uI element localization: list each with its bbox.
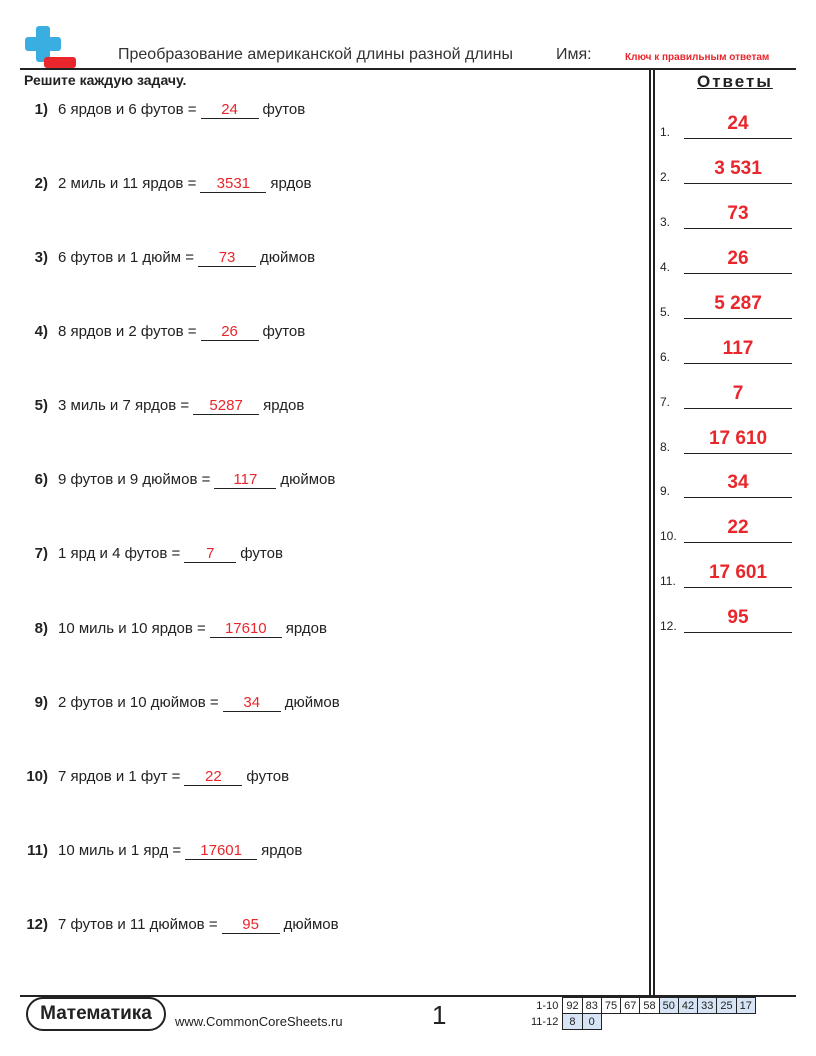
problem-text: 6 ярдов и 6 футов = — [58, 101, 197, 118]
problem-unit: ярдов — [270, 175, 312, 192]
answer-row — [660, 558, 794, 588]
score-cell: 8 — [563, 1014, 582, 1030]
score-row — [528, 998, 755, 1014]
answer-number: 1. — [660, 125, 671, 139]
answer-value: 17 610 — [708, 428, 768, 449]
answer-line — [684, 318, 792, 319]
score-table — [528, 997, 756, 1030]
score-cell: 92 — [563, 998, 582, 1014]
problem-text: 6 футов и 1 дюйм = — [58, 249, 195, 266]
problem-text: 7 ярдов и 1 фут = — [58, 768, 181, 785]
brand-badge: Математика — [26, 997, 166, 1031]
header-divider — [20, 68, 796, 70]
answer-row — [660, 199, 794, 229]
instruction: Решите каждую задачу. — [24, 72, 187, 88]
answer-line — [684, 542, 792, 543]
problem-item — [0, 916, 339, 934]
score-cell: 42 — [678, 998, 697, 1014]
answer-number: 2. — [660, 170, 671, 184]
problem-number: 2) — [34, 175, 48, 192]
score-row — [528, 1014, 755, 1030]
answer-line — [684, 228, 792, 229]
problem-unit: ярдов — [263, 397, 305, 414]
problem-item — [0, 842, 302, 860]
answer-blank[interactable]: 3531 — [200, 176, 266, 193]
problem-item — [0, 397, 304, 415]
problem-number: 11) — [27, 842, 48, 859]
answers-title: Ответы — [697, 72, 773, 91]
answer-blank[interactable]: 5287 — [193, 398, 259, 415]
score-cell: 25 — [717, 998, 736, 1014]
score-cell: 0 — [582, 1014, 601, 1030]
answer-value: 17 601 — [708, 562, 768, 583]
problem-unit: футов — [246, 768, 290, 785]
score-cell: 50 — [659, 998, 678, 1014]
problem-unit: ярдов — [261, 842, 303, 859]
score-cell: 67 — [621, 998, 640, 1014]
problem-unit: футов — [262, 101, 306, 118]
answer-line — [684, 632, 792, 633]
answer-key-label: Ключ к правильным ответам — [625, 52, 770, 63]
answer-blank[interactable]: 22 — [184, 769, 242, 786]
answer-blank[interactable]: 73 — [198, 250, 256, 267]
column-divider-left — [649, 68, 651, 995]
answer-number: 3. — [660, 215, 671, 229]
answer-value: 5 287 — [714, 293, 762, 314]
problem-number: 3) — [34, 249, 48, 266]
problem-text: 7 футов и 11 дюймов = — [58, 916, 218, 933]
problem-item — [0, 323, 305, 341]
answer-blank[interactable]: 34 — [223, 695, 281, 712]
score-row-label: 1-10 — [536, 999, 559, 1012]
problem-text: 8 ярдов и 2 футов = — [58, 323, 197, 340]
answer-value: 7 — [732, 383, 744, 404]
answer-number: 6. — [660, 350, 671, 364]
answer-blank[interactable]: 17610 — [210, 621, 282, 638]
score-cell: 33 — [698, 998, 717, 1014]
problem-number: 8) — [34, 620, 48, 637]
problem-unit: дюймов — [283, 916, 339, 933]
problem-item — [0, 249, 315, 267]
answer-number: 11. — [660, 574, 676, 588]
answer-line — [684, 497, 792, 498]
problem-number: 10) — [26, 768, 48, 785]
problem-item — [0, 175, 312, 193]
answer-blank[interactable]: 7 — [184, 546, 236, 563]
answer-number: 10. — [660, 529, 677, 543]
answer-blank[interactable]: 24 — [201, 102, 259, 119]
problem-item — [0, 545, 283, 563]
answer-value: 117 — [722, 338, 754, 359]
answer-number: 8. — [660, 440, 671, 454]
problem-number: 9) — [34, 694, 48, 711]
problem-number: 1) — [34, 101, 48, 118]
worksheet-title: Преобразование американской длины разной длины — [118, 46, 513, 63]
answer-value: 26 — [727, 248, 749, 269]
answer-number: 5. — [660, 305, 671, 319]
problem-unit: футов — [240, 545, 283, 562]
answer-row — [660, 379, 794, 409]
problem-number: 5) — [34, 397, 48, 414]
answer-line — [684, 587, 792, 588]
problem-item — [0, 101, 305, 119]
answer-value: 3 531 — [714, 158, 762, 179]
problem-item — [0, 620, 327, 638]
problem-unit: дюймов — [260, 249, 316, 266]
answer-value: 73 — [727, 203, 749, 224]
answer-line — [684, 138, 792, 139]
answer-row — [660, 424, 794, 454]
score-cell: 75 — [601, 998, 620, 1014]
answer-row — [660, 154, 794, 184]
answer-number: 12. — [660, 619, 677, 633]
answer-blank[interactable]: 17601 — [185, 843, 257, 860]
problem-number: 6) — [34, 471, 48, 488]
answer-line — [684, 183, 792, 184]
answer-line — [684, 453, 792, 454]
problem-text: 1 ярд и 4 футов = — [58, 545, 181, 562]
problem-text: 9 футов и 9 дюймов = — [58, 471, 211, 488]
answer-blank[interactable]: 95 — [222, 917, 280, 934]
problem-item — [0, 471, 335, 489]
name-label: Имя: — [556, 46, 592, 63]
answer-row — [660, 603, 794, 633]
score-cell: 58 — [640, 998, 659, 1014]
problem-unit: дюймов — [280, 471, 336, 488]
answer-row — [660, 334, 794, 364]
problem-item — [0, 694, 340, 712]
site-url: www.CommonCoreSheets.ru — [175, 1014, 343, 1029]
answer-line — [684, 408, 792, 409]
column-divider-right — [653, 68, 655, 995]
problem-item — [0, 768, 289, 786]
problem-text: 3 миль и 7 ярдов = — [58, 397, 190, 414]
problem-number: 12) — [26, 916, 48, 933]
answer-row — [660, 289, 794, 319]
answer-value: 34 — [727, 472, 749, 493]
problem-number: 7) — [34, 545, 48, 562]
answer-value: 22 — [727, 517, 749, 538]
answer-blank[interactable]: 26 — [201, 324, 259, 341]
problem-text: 2 миль и 11 ярдов = — [58, 175, 197, 192]
score-cell: 83 — [582, 998, 601, 1014]
answer-number: 9. — [660, 484, 671, 498]
answer-row — [660, 244, 794, 274]
problem-text: 10 миль и 10 ярдов = — [58, 620, 206, 637]
answer-value: 24 — [727, 113, 749, 134]
problem-unit: ярдов — [285, 620, 327, 637]
score-cell: 17 — [736, 998, 755, 1014]
problem-text: 10 миль и 1 ярд = — [58, 842, 182, 859]
answer-row — [660, 109, 794, 139]
answer-row — [660, 513, 794, 543]
problem-number: 4) — [34, 323, 48, 340]
score-row-label: 11-12 — [531, 1015, 559, 1028]
plus-minus-logo-icon — [22, 26, 78, 70]
page-number: 1 — [432, 1000, 447, 1030]
answer-row — [660, 468, 794, 498]
problem-text: 2 футов и 10 дюймов = — [58, 694, 219, 711]
problem-unit: футов — [262, 323, 306, 340]
answer-line — [684, 273, 792, 274]
answer-line — [684, 363, 792, 364]
answer-blank[interactable]: 117 — [214, 472, 276, 489]
problem-unit: дюймов — [284, 694, 340, 711]
answer-number: 7. — [660, 395, 671, 409]
answer-value: 95 — [727, 607, 749, 628]
answer-number: 4. — [660, 260, 671, 274]
